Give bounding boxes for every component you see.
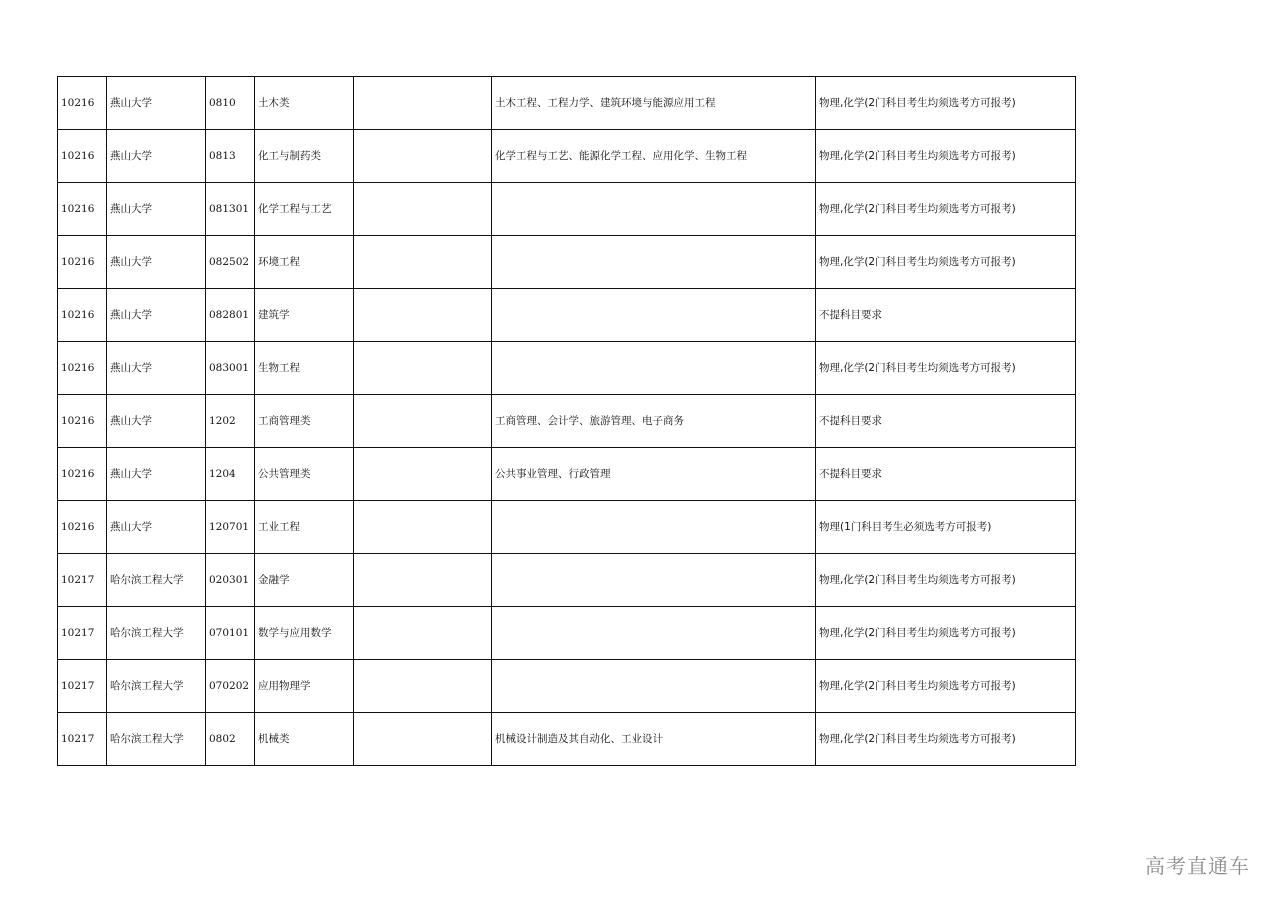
major-code-cell: 1204 <box>206 448 255 501</box>
major-name-cell: 工业工程 <box>255 501 354 554</box>
included-majors-cell <box>492 607 816 660</box>
school-code-cell: 10216 <box>58 501 107 554</box>
school-name-cell: 哈尔滨工程大学 <box>107 607 206 660</box>
subject-requirement-cell: 物理,化学(2门科目考生均须选考方可报考) <box>816 130 1076 183</box>
school-code-cell: 10216 <box>58 395 107 448</box>
remark-cell <box>354 289 492 342</box>
major-name-cell: 工商管理类 <box>255 395 354 448</box>
school-code-cell: 10216 <box>58 289 107 342</box>
table-row <box>58 607 1076 660</box>
major-code-cell: 020301 <box>206 554 255 607</box>
table-row <box>58 289 1076 342</box>
remark-cell <box>354 183 492 236</box>
subject-requirement-cell: 物理,化学(2门科目考生均须选考方可报考) <box>816 607 1076 660</box>
included-majors-cell <box>492 554 816 607</box>
remark-cell <box>354 236 492 289</box>
included-majors-cell: 机械设计制造及其自动化、工业设计 <box>492 713 816 766</box>
school-code-cell: 10216 <box>58 77 107 130</box>
school-name-cell: 燕山大学 <box>107 289 206 342</box>
table-row <box>58 130 1076 183</box>
included-majors-cell: 土木工程、工程力学、建筑环境与能源应用工程 <box>492 77 816 130</box>
major-name-cell: 环境工程 <box>255 236 354 289</box>
subject-requirement-cell: 物理,化学(2门科目考生均须选考方可报考) <box>816 660 1076 713</box>
subject-requirement-cell: 物理,化学(2门科目考生均须选考方可报考) <box>816 342 1076 395</box>
school-name-cell: 哈尔滨工程大学 <box>107 713 206 766</box>
school-name-cell: 燕山大学 <box>107 236 206 289</box>
school-name-cell: 燕山大学 <box>107 501 206 554</box>
school-name-cell: 燕山大学 <box>107 130 206 183</box>
remark-cell <box>354 660 492 713</box>
school-code-cell: 10217 <box>58 554 107 607</box>
included-majors-cell: 化学工程与工艺、能源化学工程、应用化学、生物工程 <box>492 130 816 183</box>
table-row <box>58 448 1076 501</box>
remark-cell <box>354 607 492 660</box>
school-code-cell: 10216 <box>58 236 107 289</box>
remark-cell <box>354 77 492 130</box>
subject-requirement-cell: 不提科目要求 <box>816 395 1076 448</box>
subject-requirement-cell: 物理,化学(2门科目考生均须选考方可报考) <box>816 236 1076 289</box>
subject-requirement-cell: 物理(1门科目考生必须选考方可报考) <box>816 501 1076 554</box>
remark-cell <box>354 501 492 554</box>
table-row <box>58 554 1076 607</box>
table-row <box>58 395 1076 448</box>
major-name-cell: 金融学 <box>255 554 354 607</box>
major-code-cell: 082502 <box>206 236 255 289</box>
major-name-cell: 应用物理学 <box>255 660 354 713</box>
major-name-cell: 生物工程 <box>255 342 354 395</box>
table-row <box>58 713 1076 766</box>
table-row <box>58 501 1076 554</box>
table-row <box>58 183 1076 236</box>
remark-cell <box>354 342 492 395</box>
major-code-cell: 081301 <box>206 183 255 236</box>
school-code-cell: 10217 <box>58 607 107 660</box>
included-majors-cell: 工商管理、会计学、旅游管理、电子商务 <box>492 395 816 448</box>
school-name-cell: 燕山大学 <box>107 183 206 236</box>
major-code-cell: 070101 <box>206 607 255 660</box>
school-code-cell: 10217 <box>58 713 107 766</box>
major-code-cell: 0810 <box>206 77 255 130</box>
subject-requirement-cell: 物理,化学(2门科目考生均须选考方可报考) <box>816 77 1076 130</box>
major-name-cell: 化学工程与工艺 <box>255 183 354 236</box>
table-body <box>58 77 1076 766</box>
subject-requirements-table <box>57 76 1076 766</box>
remark-cell <box>354 713 492 766</box>
major-code-cell: 083001 <box>206 342 255 395</box>
subject-requirement-cell: 物理,化学(2门科目考生均须选考方可报考) <box>816 183 1076 236</box>
subject-requirement-cell: 物理,化学(2门科目考生均须选考方可报考) <box>816 713 1076 766</box>
school-code-cell: 10216 <box>58 342 107 395</box>
remark-cell <box>354 130 492 183</box>
major-code-cell: 0813 <box>206 130 255 183</box>
major-name-cell: 公共管理类 <box>255 448 354 501</box>
table-row <box>58 77 1076 130</box>
major-name-cell: 土木类 <box>255 77 354 130</box>
school-name-cell: 燕山大学 <box>107 77 206 130</box>
school-name-cell: 哈尔滨工程大学 <box>107 660 206 713</box>
remark-cell <box>354 395 492 448</box>
watermark: 高考直通车 <box>1145 854 1250 878</box>
included-majors-cell: 公共事业管理、行政管理 <box>492 448 816 501</box>
table-row <box>58 342 1076 395</box>
remark-cell <box>354 554 492 607</box>
included-majors-cell <box>492 342 816 395</box>
school-name-cell: 燕山大学 <box>107 448 206 501</box>
school-code-cell: 10217 <box>58 660 107 713</box>
included-majors-cell <box>492 236 816 289</box>
table-row <box>58 660 1076 713</box>
school-name-cell: 燕山大学 <box>107 395 206 448</box>
school-name-cell: 哈尔滨工程大学 <box>107 554 206 607</box>
included-majors-cell <box>492 660 816 713</box>
school-code-cell: 10216 <box>58 183 107 236</box>
major-name-cell: 数学与应用数学 <box>255 607 354 660</box>
major-code-cell: 082801 <box>206 289 255 342</box>
table-row <box>58 236 1076 289</box>
subject-requirement-cell: 物理,化学(2门科目考生均须选考方可报考) <box>816 554 1076 607</box>
major-name-cell: 机械类 <box>255 713 354 766</box>
subject-requirement-cell: 不提科目要求 <box>816 448 1076 501</box>
major-name-cell: 化工与制药类 <box>255 130 354 183</box>
major-code-cell: 0802 <box>206 713 255 766</box>
school-code-cell: 10216 <box>58 448 107 501</box>
major-code-cell: 070202 <box>206 660 255 713</box>
school-code-cell: 10216 <box>58 130 107 183</box>
major-code-cell: 120701 <box>206 501 255 554</box>
included-majors-cell <box>492 183 816 236</box>
included-majors-cell <box>492 501 816 554</box>
remark-cell <box>354 448 492 501</box>
major-name-cell: 建筑学 <box>255 289 354 342</box>
subject-requirement-cell: 不提科目要求 <box>816 289 1076 342</box>
included-majors-cell <box>492 289 816 342</box>
major-code-cell: 1202 <box>206 395 255 448</box>
school-name-cell: 燕山大学 <box>107 342 206 395</box>
